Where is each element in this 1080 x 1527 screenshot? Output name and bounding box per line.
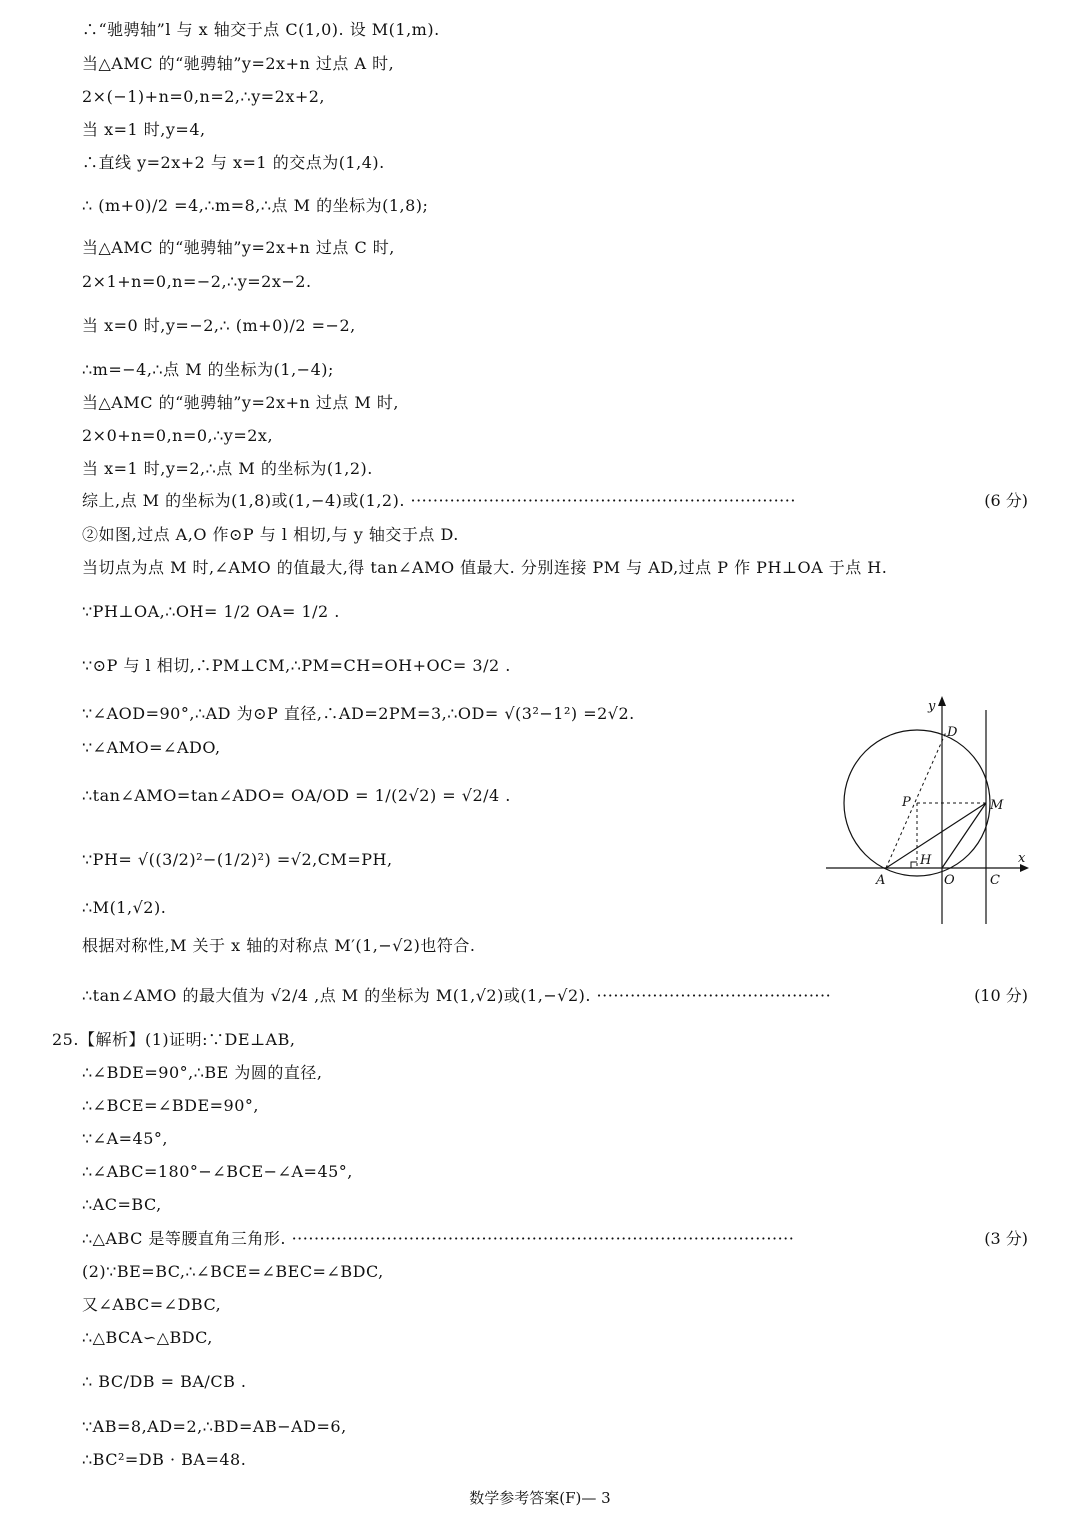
text-line: 当△AMC 的“驰骋轴”y=2x+n 过点 M 时,	[82, 393, 400, 412]
text-line: ∴直线 y=2x+2 与 x=1 的交点为(1,4).	[82, 153, 385, 172]
text-line: ∵PH= √((3/2)²−(1/2)²) =√2,CM=PH,	[82, 850, 393, 869]
segment-ad	[886, 732, 946, 868]
text-line: ∴∠ABC=180°−∠BCE−∠A=45°,	[82, 1162, 353, 1181]
text-line: ∴M(1,√2).	[82, 898, 167, 917]
label-d: D	[947, 725, 958, 740]
text-line: ∵∠AMO=∠ADO,	[82, 738, 221, 757]
label-a: A	[876, 873, 886, 888]
label-x: x	[1018, 851, 1026, 866]
text-line: 当 x=0 时,y=−2,∴ (m+0)/2 =−2,	[82, 316, 356, 335]
geometry-figure	[820, 690, 1040, 930]
label-y: y	[928, 699, 936, 714]
score: (6 分)	[984, 491, 1028, 510]
text-line: 2×1+n=0,n=−2,∴y=2x−2.	[82, 272, 312, 291]
text-line: ②如图,过点 A,O 作⊙P 与 l 相切,与 y 轴交于点 D.	[82, 525, 459, 544]
text-line: ∴ (m+0)/2 =4,∴m=8,∴点 M 的坐标为(1,8);	[82, 196, 429, 215]
score: (10 分)	[974, 986, 1028, 1005]
text-line: 当 x=1 时,y=2,∴点 M 的坐标为(1,2).	[82, 459, 373, 478]
text-line: 2×(−1)+n=0,n=2,∴y=2x+2,	[82, 87, 326, 106]
text-line: ∵∠AOD=90°,∴AD 为⊙P 直径,∴AD=2PM=3,∴OD= √(3²−1²) =2√2.	[82, 704, 635, 723]
text-line: ∴BC²=DB · BA=48.	[82, 1450, 247, 1469]
text-line: 当 x=1 时,y=4,	[82, 120, 206, 139]
text-line: ∴ BC/DB = BA/CB .	[82, 1372, 247, 1391]
right-angle-mark	[911, 862, 917, 868]
text-line: ∵AB=8,AD=2,∴BD=AB−AD=6,	[82, 1417, 347, 1436]
label-h: H	[920, 853, 932, 868]
text-line: ∴△ABC 是等腰直角三角形. ··························································································	[82, 1229, 795, 1248]
text-line: ∴∠BCE=∠BDE=90°,	[82, 1096, 259, 1115]
text-line: ∵⊙P 与 l 相切,∴PM⊥CM,∴PM=CH=OH+OC= 3/2 .	[82, 656, 511, 675]
text-line: 综上,点 M 的坐标为(1,8)或(1,−4)或(1,2). ·····································································	[82, 491, 796, 510]
text-line: 当△AMC 的“驰骋轴”y=2x+n 过点 C 时,	[82, 238, 395, 257]
text-line: ∴tan∠AMO 的最大值为 √2/4 ,点 M 的坐标为 M(1,√2)或(1,−√2). ··········································	[82, 986, 832, 1005]
label-p: P	[902, 795, 911, 810]
text-line: ∵PH⊥OA,∴OH= 1/2 OA= 1/2 .	[82, 602, 340, 621]
text-line: ∴m=−4,∴点 M 的坐标为(1,−4);	[82, 360, 334, 379]
text-line: 又∠ABC=∠DBC,	[82, 1295, 222, 1314]
text-line: ∴tan∠AMO=tan∠ADO= OA/OD = 1/(2√2) = √2/4 .	[82, 786, 511, 805]
text-line: 当切点为点 M 时,∠AMO 的值最大,得 tan∠AMO 值最大. 分别连接 PM 与 AD,过点 P 作 PH⊥OA 于点 H.	[82, 558, 888, 577]
text-line: 25.【解析】(1)证明:∵DE⊥AB,	[52, 1030, 296, 1049]
text-line: ∴△BCA∽△BDC,	[82, 1328, 213, 1347]
label-o: O	[944, 873, 955, 888]
text-line: (2)∵BE=BC,∴∠BCE=∠BEC=∠BDC,	[82, 1262, 384, 1281]
text-line: 根据对称性,M 关于 x 轴的对称点 M′(1,−√2)也符合.	[82, 936, 476, 955]
label-m: M	[990, 798, 1004, 813]
segment-am	[886, 803, 986, 868]
text-line: ∵∠A=45°,	[82, 1129, 168, 1148]
text-line: ∴“驰骋轴”l 与 x 轴交于点 C(1,0). 设 M(1,m).	[82, 20, 440, 39]
score: (3 分)	[984, 1229, 1028, 1248]
y-axis-arrow	[938, 696, 946, 706]
label-c: C	[990, 873, 1000, 888]
page-footer: 数学参考答案(F)— 3	[469, 1489, 611, 1507]
text-line: 当△AMC 的“驰骋轴”y=2x+n 过点 A 时,	[82, 54, 395, 73]
text-line: ∴∠BDE=90°,∴BE 为圆的直径,	[82, 1063, 323, 1082]
text-line: 2×0+n=0,n=0,∴y=2x,	[82, 426, 274, 445]
text-line: ∴AC=BC,	[82, 1195, 162, 1214]
